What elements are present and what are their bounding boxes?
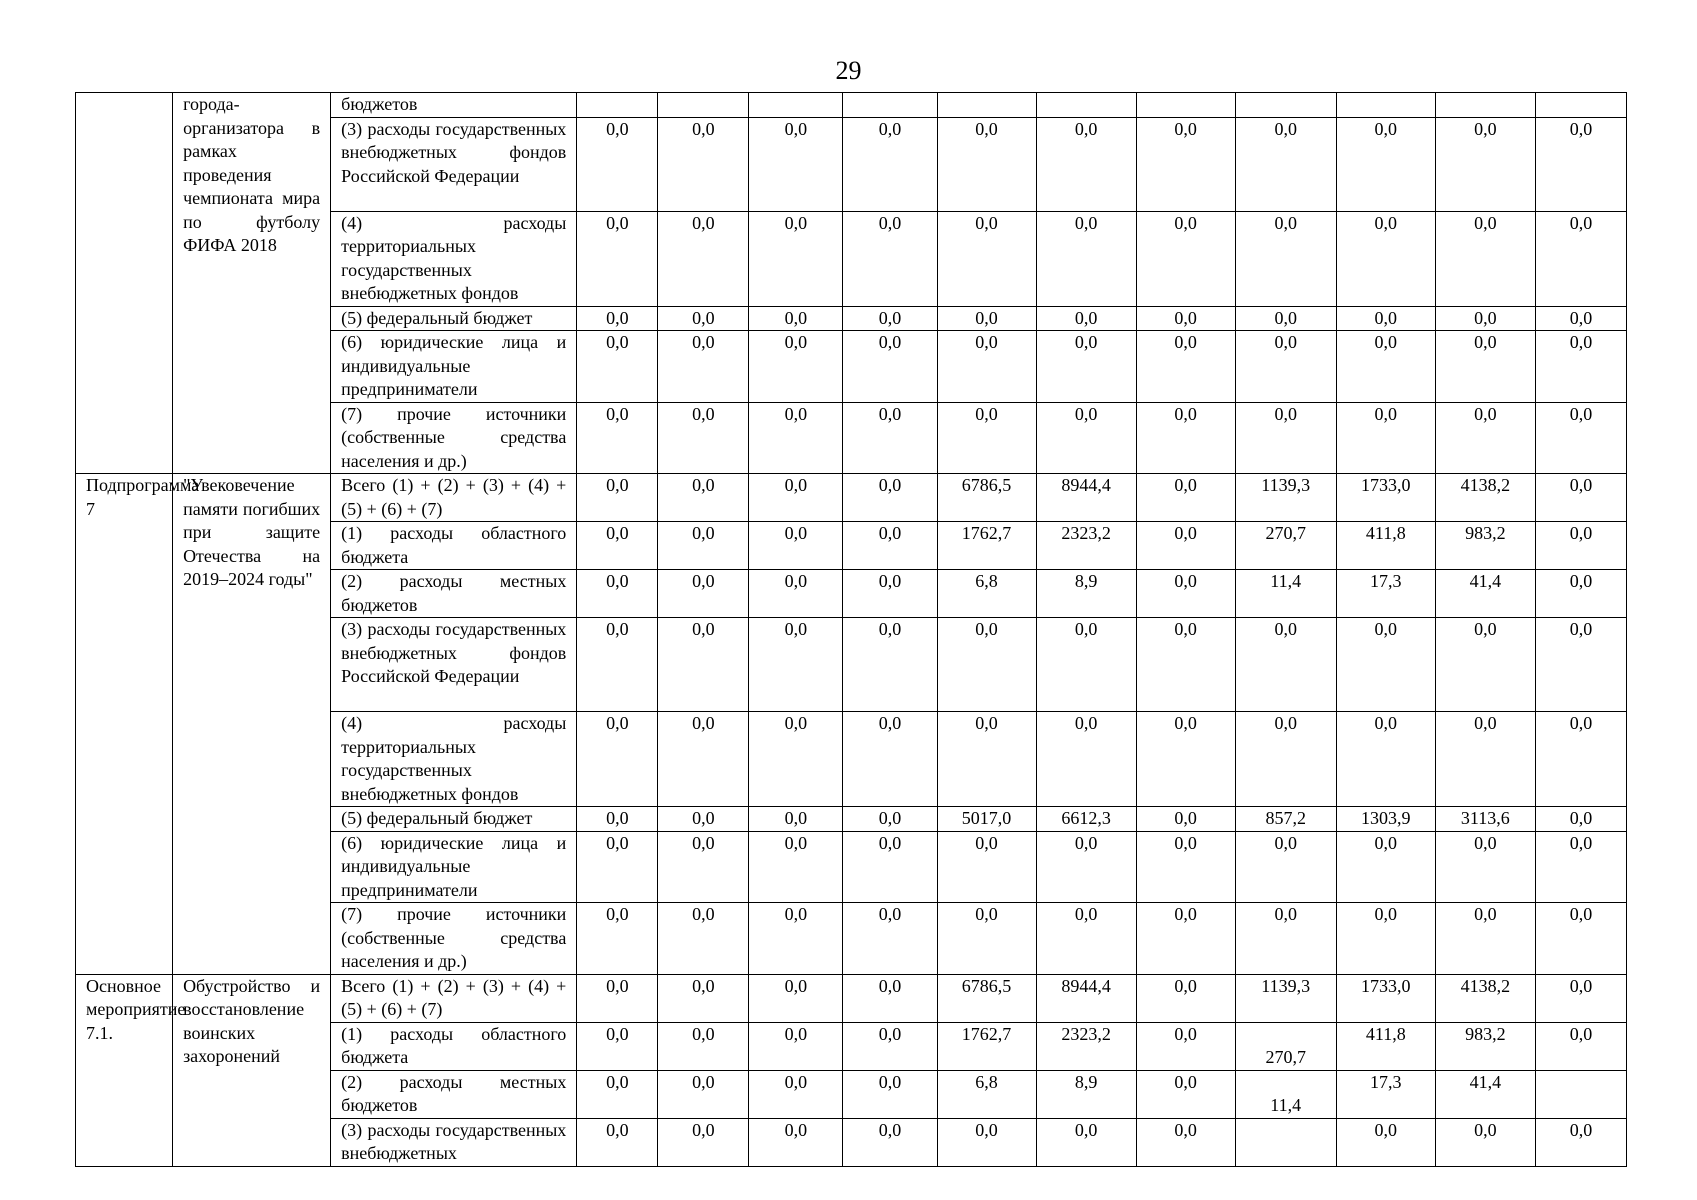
value-cell: 0,0 (1435, 331, 1535, 403)
value-cell: 0,0 (1036, 402, 1136, 474)
value-cell: 0,0 (1136, 331, 1235, 403)
value-cell: 0,0 (1535, 474, 1626, 522)
value-cell: 0,0 (577, 522, 658, 570)
value-cell: 411,8 (1336, 1022, 1435, 1070)
value-cell: 0,0 (1535, 211, 1626, 306)
table-body (76, 93, 1627, 1167)
value-cell: 0,0 (1235, 117, 1336, 211)
value-cell: 0,0 (1136, 974, 1235, 1022)
value-cell: 0,0 (577, 1070, 658, 1118)
value-cell: 0,0 (577, 618, 658, 712)
value-cell: 0,0 (1435, 117, 1535, 211)
funding-source-cell: (1) расходы областного бюджета (331, 522, 577, 570)
value-cell: 0,0 (577, 831, 658, 903)
value-cell: 0,0 (1535, 974, 1626, 1022)
value-cell: 0,0 (658, 974, 749, 1022)
value-cell: 0,0 (1235, 618, 1336, 712)
value-cell: 0,0 (749, 831, 843, 903)
value-cell (937, 93, 1036, 118)
value-cell: 0,0 (937, 903, 1036, 975)
value-cell: 0,0 (1136, 117, 1235, 211)
value-cell: 0,0 (1336, 1118, 1435, 1166)
value-cell: 0,0 (1535, 522, 1626, 570)
value-cell: 0,0 (843, 618, 937, 712)
value-cell: 0,0 (1036, 306, 1136, 331)
value-cell: 0,0 (577, 1118, 658, 1166)
program-name-cell: Обустройство и восстановление воинских захоронений (173, 974, 331, 1166)
value-cell: 8944,4 (1036, 474, 1136, 522)
value-cell (1435, 93, 1535, 118)
value-cell: 0,0 (843, 712, 937, 807)
value-cell: 0,0 (658, 1022, 749, 1070)
value-cell: 857,2 (1235, 807, 1336, 832)
value-cell: 0,0 (1336, 903, 1435, 975)
value-cell: 0,0 (843, 1070, 937, 1118)
value-cell: 6612,3 (1036, 807, 1136, 832)
value-cell: 0,0 (1136, 402, 1235, 474)
funding-source-cell: (2) расходы местных бюджетов (331, 1070, 577, 1118)
value-cell: 0,0 (937, 712, 1036, 807)
value-cell: 11,4 (1235, 570, 1336, 618)
funding-source-cell: (3) расходы государственных внебюджетных фондов Российской Федерации (331, 117, 577, 211)
program-kind-cell: Основное мероприятие 7.1. (76, 974, 173, 1166)
value-cell: 0,0 (1535, 1118, 1626, 1166)
value-cell: 41,4 (1435, 1070, 1535, 1118)
value-cell: 0,0 (843, 474, 937, 522)
value-cell: 0,0 (1435, 211, 1535, 306)
funding-source-cell: (2) расходы местных бюджетов (331, 570, 577, 618)
value-cell: 0,0 (1036, 331, 1136, 403)
value-cell: 0,0 (658, 402, 749, 474)
value-cell: 0,0 (658, 712, 749, 807)
value-cell: 0,0 (658, 117, 749, 211)
value-cell: 0,0 (1535, 903, 1626, 975)
value-cell: 1733,0 (1336, 974, 1435, 1022)
value-cell: 0,0 (1435, 831, 1535, 903)
value-cell: 0,0 (749, 618, 843, 712)
value-cell: 411,8 (1336, 522, 1435, 570)
value-cell: 0,0 (937, 1118, 1036, 1166)
value-cell: 0,0 (749, 570, 843, 618)
value-cell: 0,0 (937, 331, 1036, 403)
value-cell: 1762,7 (937, 1022, 1036, 1070)
value-cell (1136, 93, 1235, 118)
value-cell: 0,0 (1136, 1118, 1235, 1166)
value-cell: 0,0 (577, 807, 658, 832)
value-cell: 0,0 (658, 522, 749, 570)
value-cell: 0,0 (749, 903, 843, 975)
value-cell: 0,0 (749, 474, 843, 522)
funding-source-cell: (6) юридические лица и индивидуальные предприниматели (331, 331, 577, 403)
value-cell: 0,0 (577, 570, 658, 618)
value-cell: 0,0 (1435, 1118, 1535, 1166)
value-cell: 983,2 (1435, 522, 1535, 570)
value-cell: 0,0 (1435, 712, 1535, 807)
value-cell: 0,0 (749, 1118, 843, 1166)
value-cell: 0,0 (1535, 1022, 1626, 1070)
value-cell: 0,0 (1036, 903, 1136, 975)
value-cell: 0,0 (1235, 402, 1336, 474)
value-cell: 0,0 (1535, 712, 1626, 807)
value-cell: 17,3 (1336, 1070, 1435, 1118)
value-cell: 0,0 (843, 402, 937, 474)
table-row (76, 474, 1627, 522)
value-cell: 8944,4 (1036, 974, 1136, 1022)
value-cell: 0,0 (749, 1070, 843, 1118)
value-cell: 41,4 (1435, 570, 1535, 618)
value-cell: 0,0 (937, 306, 1036, 331)
value-cell: 0,0 (937, 402, 1036, 474)
value-cell: 1139,3 (1235, 974, 1336, 1022)
value-cell: 0,0 (843, 522, 937, 570)
funding-source-cell: (4) расходы территориальных государственных внебюджетных фондов (331, 211, 577, 306)
value-cell: 0,0 (1036, 831, 1136, 903)
value-cell: 0,0 (1136, 712, 1235, 807)
value-cell: 0,0 (749, 331, 843, 403)
value-cell: 8,9 (1036, 1070, 1136, 1118)
value-cell: 0,0 (843, 1022, 937, 1070)
value-cell: 0,0 (658, 331, 749, 403)
value-cell: 270,7 (1235, 522, 1336, 570)
value-cell: 0,0 (1535, 306, 1626, 331)
value-cell: 0,0 (1136, 570, 1235, 618)
value-cell: 0,0 (577, 474, 658, 522)
value-cell: 0,0 (1136, 807, 1235, 832)
funding-source-cell: (6) юридические лица и индивидуальные предприниматели (331, 831, 577, 903)
value-cell: 0,0 (577, 306, 658, 331)
value-cell: 0,0 (577, 211, 658, 306)
funding-source-cell: (3) расходы государственных внебюджетных (331, 1118, 577, 1166)
value-cell: 0,0 (843, 903, 937, 975)
value-cell: 0,0 (1535, 331, 1626, 403)
value-cell: 0,0 (1235, 306, 1336, 331)
value-cell: 6,8 (937, 1070, 1036, 1118)
value-cell: 0,0 (577, 331, 658, 403)
value-cell: 0,0 (1535, 402, 1626, 474)
value-cell: 0,0 (749, 712, 843, 807)
program-name-cell: "Увековечение памяти погибших при защите Отечества на 2019–2024 годы" (173, 474, 331, 975)
value-cell: 8,9 (1036, 570, 1136, 618)
value-cell: 0,0 (1136, 831, 1235, 903)
value-cell (1235, 1118, 1336, 1166)
value-cell: 0,0 (658, 306, 749, 331)
value-cell: 0,0 (749, 522, 843, 570)
value-cell: 0,0 (658, 807, 749, 832)
value-cell: 0,0 (1036, 211, 1136, 306)
value-cell: 4138,2 (1435, 974, 1535, 1022)
value-cell: 0,0 (1235, 831, 1336, 903)
value-cell: 1303,9 (1336, 807, 1435, 832)
value-cell: 0,0 (1136, 211, 1235, 306)
value-cell (658, 93, 749, 118)
funding-source-cell: (7) прочие источники (собственные средства населения и др.) (331, 402, 577, 474)
value-cell (1535, 93, 1626, 118)
value-cell: 1733,0 (1336, 474, 1435, 522)
value-cell: 0,0 (1435, 402, 1535, 474)
value-cell: 6786,5 (937, 974, 1036, 1022)
value-cell: 0,0 (749, 974, 843, 1022)
value-cell: 0,0 (577, 712, 658, 807)
value-cell: 0,0 (1535, 618, 1626, 712)
value-cell: 0,0 (1036, 712, 1136, 807)
value-cell: 0,0 (1336, 831, 1435, 903)
value-cell: 0,0 (937, 831, 1036, 903)
value-cell: 0,0 (1136, 903, 1235, 975)
value-cell: 0,0 (1336, 402, 1435, 474)
value-cell: 0,0 (1535, 117, 1626, 211)
value-cell: 2323,2 (1036, 522, 1136, 570)
value-cell: 0,0 (577, 117, 658, 211)
value-cell: 2323,2 (1036, 1022, 1136, 1070)
value-cell (749, 93, 843, 118)
value-cell: 0,0 (1235, 211, 1336, 306)
value-cell: 0,0 (658, 474, 749, 522)
value-cell: 0,0 (658, 570, 749, 618)
value-cell: 0,0 (749, 306, 843, 331)
value-cell: 0,0 (658, 831, 749, 903)
value-cell: 0,0 (1535, 807, 1626, 832)
value-cell: 0,0 (1036, 117, 1136, 211)
value-cell: 0,0 (1435, 618, 1535, 712)
value-cell: 0,0 (1136, 1022, 1235, 1070)
value-cell: 1139,3 (1235, 474, 1336, 522)
value-cell: 0,0 (1235, 331, 1336, 403)
value-cell: 0,0 (1535, 831, 1626, 903)
value-cell: 0,0 (843, 570, 937, 618)
value-cell: 0,0 (577, 974, 658, 1022)
value-cell (1336, 93, 1435, 118)
value-cell: 11,4 (1235, 1070, 1336, 1118)
table-row (76, 974, 1627, 1022)
value-cell: 0,0 (749, 807, 843, 832)
value-cell: 983,2 (1435, 1022, 1535, 1070)
funding-source-cell: (4) расходы территориальных государственных внебюджетных фондов (331, 712, 577, 807)
value-cell: 0,0 (658, 211, 749, 306)
program-name-cell: города-организатора в рамках проведения чемпионата мира по футболу ФИФА 2018 (173, 93, 331, 474)
value-cell: 3113,6 (1435, 807, 1535, 832)
value-cell: 0,0 (658, 1118, 749, 1166)
value-cell: 0,0 (1136, 522, 1235, 570)
value-cell: 0,0 (1136, 618, 1235, 712)
value-cell (1535, 1070, 1626, 1118)
value-cell: 0,0 (937, 117, 1036, 211)
value-cell (1036, 93, 1136, 118)
value-cell: 0,0 (749, 211, 843, 306)
value-cell (843, 93, 937, 118)
value-cell: 0,0 (1336, 712, 1435, 807)
value-cell: 0,0 (749, 117, 843, 211)
value-cell: 0,0 (1336, 306, 1435, 331)
value-cell: 0,0 (843, 807, 937, 832)
funding-source-cell: (3) расходы государственных внебюджетных фондов Российской Федерации (331, 618, 577, 712)
value-cell (1235, 93, 1336, 118)
value-cell: 0,0 (1336, 211, 1435, 306)
value-cell: 0,0 (1535, 570, 1626, 618)
value-cell: 0,0 (1336, 618, 1435, 712)
funding-table (75, 92, 1627, 1167)
value-cell: 0,0 (937, 211, 1036, 306)
value-cell: 0,0 (1235, 903, 1336, 975)
value-cell: 6,8 (937, 570, 1036, 618)
value-cell: 0,0 (1336, 331, 1435, 403)
value-cell: 0,0 (749, 402, 843, 474)
value-cell (577, 93, 658, 118)
funding-source-cell: бюджетов (331, 93, 577, 118)
funding-source-cell: (1) расходы областного бюджета (331, 1022, 577, 1070)
value-cell: 0,0 (1136, 1070, 1235, 1118)
funding-source-cell: (5) федеральный бюджет (331, 807, 577, 832)
funding-source-cell: (5) федеральный бюджет (331, 306, 577, 331)
value-cell: 0,0 (843, 117, 937, 211)
value-cell: 0,0 (843, 331, 937, 403)
value-cell: 17,3 (1336, 570, 1435, 618)
value-cell: 0,0 (577, 1022, 658, 1070)
value-cell: 0,0 (1036, 1118, 1136, 1166)
program-kind-cell (76, 93, 173, 474)
funding-source-cell: (7) прочие источники (собственные средства населения и др.) (331, 903, 577, 975)
value-cell: 4138,2 (1435, 474, 1535, 522)
table-row (76, 93, 1627, 118)
value-cell: 0,0 (843, 974, 937, 1022)
value-cell: 5017,0 (937, 807, 1036, 832)
value-cell: 0,0 (937, 618, 1036, 712)
value-cell: 0,0 (1435, 903, 1535, 975)
value-cell: 0,0 (1435, 306, 1535, 331)
value-cell: 0,0 (658, 618, 749, 712)
value-cell: 0,0 (749, 1022, 843, 1070)
value-cell: 0,0 (1336, 117, 1435, 211)
value-cell: 0,0 (1235, 712, 1336, 807)
page-number: 29 (835, 56, 862, 85)
value-cell: 0,0 (843, 831, 937, 903)
value-cell: 0,0 (843, 1118, 937, 1166)
value-cell: 0,0 (577, 402, 658, 474)
value-cell: 0,0 (658, 1070, 749, 1118)
program-kind-cell: Подпрограмма 7 (76, 474, 173, 975)
value-cell: 0,0 (1136, 474, 1235, 522)
value-cell: 0,0 (658, 903, 749, 975)
value-cell: 0,0 (843, 211, 937, 306)
value-cell: 270,7 (1235, 1022, 1336, 1070)
value-cell: 0,0 (1136, 306, 1235, 331)
value-cell: 1762,7 (937, 522, 1036, 570)
value-cell: 0,0 (843, 306, 937, 331)
value-cell: 6786,5 (937, 474, 1036, 522)
value-cell: 0,0 (577, 903, 658, 975)
value-cell: 0,0 (1036, 618, 1136, 712)
funding-source-cell: Всего (1) + (2) + (3) + (4) + (5) + (6) + (7) (331, 474, 577, 522)
funding-source-cell: Всего (1) + (2) + (3) + (4) + (5) + (6) + (7) (331, 974, 577, 1022)
